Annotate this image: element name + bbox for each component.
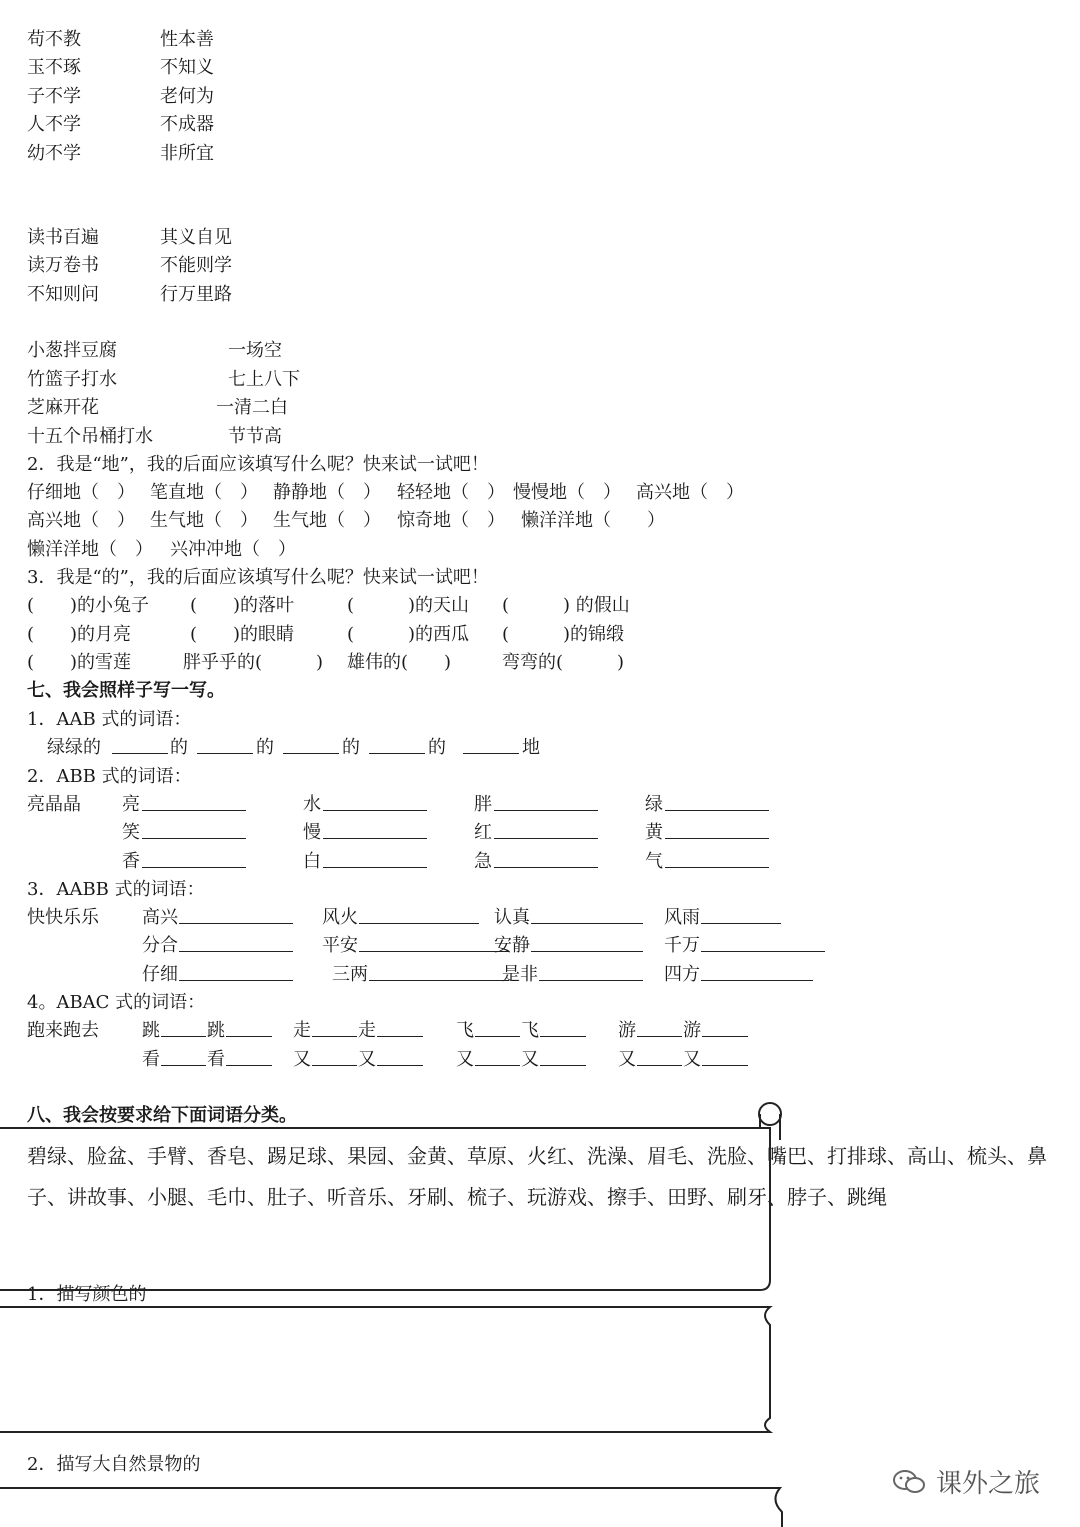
section-heading: 八、我会按要求给下面词语分类。 <box>27 1105 297 1126</box>
answer-blank[interactable] <box>701 980 813 981</box>
cat2-scroll-border <box>0 1488 782 1527</box>
answer-blank[interactable] <box>540 1065 586 1066</box>
scroll-curl <box>759 1103 781 1125</box>
answer-blank[interactable] <box>377 1065 423 1066</box>
fill-item: 轻轻地（ ） <box>397 482 505 503</box>
match-right-item: 节节高 <box>228 426 282 447</box>
answer-blank[interactable] <box>637 1065 682 1066</box>
abb-char: 慢 <box>303 822 321 843</box>
abb-char: 香 <box>122 851 140 872</box>
abac-char: 跳 <box>207 1020 225 1041</box>
fill-item: 高兴地（ ） <box>636 482 744 503</box>
answer-blank[interactable] <box>539 980 643 981</box>
match-left-item: 读书百遍 <box>27 227 99 248</box>
abac-char: 飞 <box>521 1020 539 1041</box>
answer-blank[interactable] <box>142 838 246 839</box>
answer-blank[interactable] <box>377 1036 423 1037</box>
abb-char: 水 <box>303 794 321 815</box>
answer-blank[interactable] <box>702 1065 748 1066</box>
suffix-char: 地 <box>522 737 540 758</box>
answer-blank[interactable] <box>226 1065 272 1066</box>
section-heading: 七、我会照样子写一写。 <box>27 680 225 701</box>
aabb-word: 高兴 <box>142 907 178 928</box>
match-right-item: 不知义 <box>160 57 214 78</box>
cat1-scroll-border <box>0 1307 770 1432</box>
answer-blank[interactable] <box>665 838 769 839</box>
example-word: 快快乐乐 <box>27 907 99 928</box>
answer-blank[interactable] <box>463 753 519 754</box>
fill-item: ( )的雪莲 <box>27 652 132 673</box>
answer-blank[interactable] <box>226 1036 272 1037</box>
answer-blank[interactable] <box>179 980 293 981</box>
answer-blank[interactable] <box>142 867 246 868</box>
abb-char: 胖 <box>474 794 492 815</box>
abac-char: 又 <box>521 1049 539 1070</box>
word-list: 碧绿、脸盆、手臂、香皂、踢足球、果园、金黄、草原、火红、洗澡、眉毛、洗脸、嘴巴、打排球、高山、梳头、鼻子、讲故事、小腿、毛巾、肚子、听音乐、牙刷、梳子、玩游戏、擦手、田野、刷牙、脖子、跳绳 <box>27 1144 1047 1209</box>
answer-blank[interactable] <box>312 1065 357 1066</box>
fill-item: ( )的落叶 <box>190 595 295 616</box>
sub-title: 2．ABB 式的词语： <box>27 766 192 787</box>
abac-char: 看 <box>207 1049 225 1070</box>
fill-item: 惊奇地（ ） <box>397 510 505 531</box>
scroll-frames <box>0 1100 800 1527</box>
match-left-item: 苟不教 <box>27 29 81 50</box>
fill-item: ( )的眼睛 <box>190 624 295 645</box>
suffix-char: 的 <box>256 737 274 758</box>
abac-char: 走 <box>293 1020 311 1041</box>
answer-blank[interactable] <box>323 867 427 868</box>
abb-char: 笑 <box>122 822 140 843</box>
abac-char: 又 <box>456 1049 474 1070</box>
answer-blank[interactable] <box>475 1065 520 1066</box>
abb-char: 绿 <box>645 794 663 815</box>
fill-item: 慢慢地（ ） <box>513 482 621 503</box>
aabb-word: 三两 <box>332 964 368 985</box>
fill-item: 笔直地（ ） <box>150 482 258 503</box>
match-left-item: 十五个吊桶打水 <box>27 426 153 447</box>
match-left-item: 子不学 <box>27 86 81 107</box>
answer-blank[interactable] <box>359 951 509 952</box>
answer-blank[interactable] <box>323 838 427 839</box>
answer-blank[interactable] <box>359 923 479 924</box>
fill-item: 弯弯的( ) <box>502 652 625 673</box>
answer-blank[interactable] <box>369 753 425 754</box>
answer-blank[interactable] <box>494 838 598 839</box>
answer-blank[interactable] <box>665 867 769 868</box>
abb-char: 红 <box>474 822 492 843</box>
match-right-item: 老何为 <box>160 86 214 107</box>
words-scroll-border <box>0 1128 770 1290</box>
abb-char: 急 <box>474 851 492 872</box>
abac-char: 看 <box>142 1049 160 1070</box>
fill-item: ( )的天山 <box>347 595 470 616</box>
wechat-icon <box>892 1468 926 1496</box>
abac-char: 游 <box>683 1020 701 1041</box>
aabb-word: 平安 <box>322 935 358 956</box>
match-left-item: 不知则问 <box>27 284 99 305</box>
answer-blank[interactable] <box>161 1036 206 1037</box>
match-left-item: 玉不琢 <box>27 57 81 78</box>
match-left-item: 小葱拌豆腐 <box>27 340 117 361</box>
fill-item: ( )的月亮 <box>27 624 132 645</box>
aabb-word: 是非 <box>502 964 538 985</box>
answer-blank[interactable] <box>701 951 825 952</box>
abac-char: 又 <box>618 1049 636 1070</box>
answer-blank[interactable] <box>179 923 293 924</box>
watermark-text: 课外之旅 <box>935 1469 1040 1499</box>
fill-item: ( ) 的假山 <box>502 595 630 616</box>
match-left-item: 竹篮子打水 <box>27 369 117 390</box>
abac-char: 又 <box>683 1049 701 1070</box>
answer-blank[interactable] <box>494 810 598 811</box>
aabb-word: 仔细 <box>142 964 178 985</box>
aabb-word: 风火 <box>322 907 358 928</box>
example-word: 跑来跑去 <box>27 1020 99 1041</box>
abb-char: 白 <box>303 851 321 872</box>
abb-char: 黄 <box>645 822 663 843</box>
question-title: 2．我是“地”，我的后面应该填写什么呢？快来试一试吧！ <box>27 454 489 475</box>
aabb-word: 四方 <box>664 964 700 985</box>
answer-blank[interactable] <box>161 1065 206 1066</box>
match-left-item: 人不学 <box>27 114 81 135</box>
match-right-item: 一场空 <box>228 340 282 361</box>
fill-item: 胖乎乎的( ) <box>183 652 324 673</box>
answer-blank[interactable] <box>701 923 781 924</box>
answer-blank[interactable] <box>323 810 427 811</box>
match-left-item: 幼不学 <box>27 143 81 164</box>
answer-blank[interactable] <box>369 980 509 981</box>
abb-char: 亮 <box>122 794 140 815</box>
answer-blank[interactable] <box>494 867 598 868</box>
suffix-char: 的 <box>428 737 446 758</box>
match-right-item: 非所宜 <box>160 143 214 164</box>
sub-title: 1．AAB 式的词语： <box>27 709 192 730</box>
example-word: 亮晶晶 <box>27 794 81 815</box>
example-word: 绿绿的 <box>47 737 101 758</box>
question-title: 3．我是“的”，我的后面应该填写什么呢？快来试一试吧！ <box>27 567 489 588</box>
aabb-word: 安静 <box>494 935 530 956</box>
match-right-item: 行万里路 <box>160 284 232 305</box>
match-right-item: 七上八下 <box>228 369 300 390</box>
match-left-item: 芝麻开花 <box>27 397 99 418</box>
abac-char: 又 <box>358 1049 376 1070</box>
abb-char: 气 <box>645 851 663 872</box>
answer-blank[interactable] <box>531 951 643 952</box>
fill-item: ( )的锦缎 <box>502 624 625 645</box>
watermark <box>892 1463 1040 1500</box>
sub-title: 4。ABAC 式的词语： <box>27 992 206 1013</box>
aabb-word: 千万 <box>664 935 700 956</box>
fill-item: 懒洋洋地（ ） <box>27 539 153 560</box>
match-right-item: 不成器 <box>160 114 214 135</box>
fill-item: 静静地（ ） <box>273 482 381 503</box>
fill-item: ( )的西瓜 <box>347 624 470 645</box>
answer-blank[interactable] <box>637 1036 682 1037</box>
match-right-item: 性本善 <box>160 29 214 50</box>
match-right-item: 其义自见 <box>160 227 232 248</box>
answer-blank[interactable] <box>283 753 339 754</box>
suffix-char: 的 <box>342 737 360 758</box>
fill-item: 生气地（ ） <box>273 510 381 531</box>
match-right-item: 一清二白 <box>216 397 288 418</box>
fill-item: 雄伟的( ) <box>347 652 452 673</box>
abac-char: 走 <box>358 1020 376 1041</box>
fill-item: 仔细地（ ） <box>27 482 135 503</box>
sub-title: 3．AABB 式的词语： <box>27 879 205 900</box>
category-title: 2．描写大自然景物的 <box>27 1454 201 1475</box>
answer-blank[interactable] <box>197 753 253 754</box>
match-left-item: 读万卷书 <box>27 255 99 276</box>
fill-item: ( )的小兔子 <box>27 595 150 616</box>
category-title: 1．描写颜色的 <box>27 1284 147 1305</box>
fill-item: 懒洋洋地（ ） <box>521 510 665 531</box>
answer-blank[interactable] <box>142 810 246 811</box>
aabb-word: 风雨 <box>664 907 700 928</box>
answer-blank[interactable] <box>665 810 769 811</box>
answer-blank[interactable] <box>179 951 293 952</box>
answer-blank[interactable] <box>702 1036 748 1037</box>
answer-blank[interactable] <box>312 1036 357 1037</box>
fill-item: 生气地（ ） <box>150 510 258 531</box>
fill-item: 兴冲冲地（ ） <box>170 539 296 560</box>
fill-item: 高兴地（ ） <box>27 510 135 531</box>
abac-char: 又 <box>293 1049 311 1070</box>
answer-blank[interactable] <box>112 753 168 754</box>
answer-blank[interactable] <box>475 1036 520 1037</box>
abac-char: 游 <box>618 1020 636 1041</box>
aabb-word: 分合 <box>142 935 178 956</box>
answer-blank[interactable] <box>531 923 643 924</box>
aabb-word: 认真 <box>494 907 530 928</box>
match-right-item: 不能则学 <box>160 255 232 276</box>
abac-char: 跳 <box>142 1020 160 1041</box>
abac-char: 飞 <box>456 1020 474 1041</box>
answer-blank[interactable] <box>540 1036 586 1037</box>
suffix-char: 的 <box>170 737 188 758</box>
